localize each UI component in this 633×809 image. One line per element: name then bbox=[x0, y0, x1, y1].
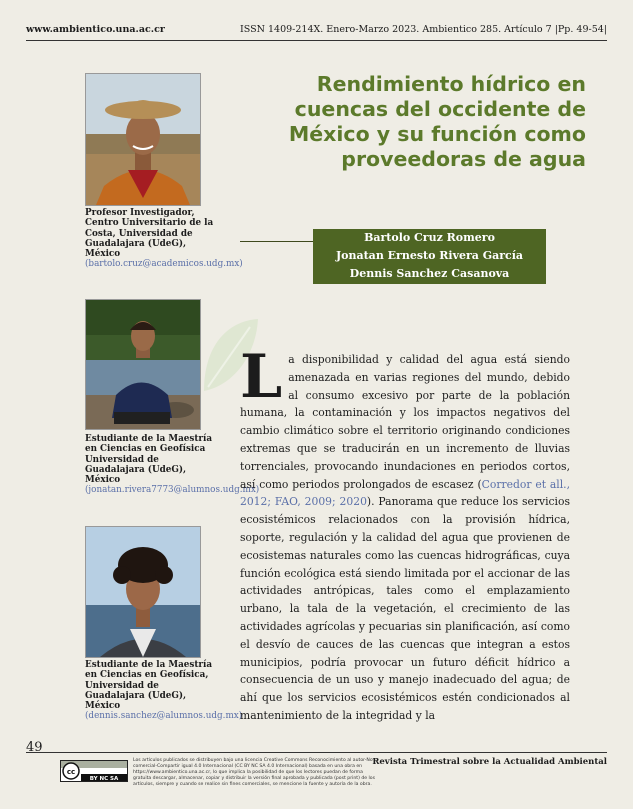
bio-text: Profesor Investigador, Centro Universitario de la Costa, Universidad de Guadalajara (UdeG), México bbox=[85, 208, 214, 260]
author-photo-1 bbox=[85, 73, 201, 206]
author-email-link[interactable]: (dennis.sanchez@alumnos.udg.mx) bbox=[85, 711, 243, 722]
journal-name: Revista Trimestral sobre la Actualidad Ambiental bbox=[372, 757, 607, 767]
author-bio-1 bbox=[85, 208, 243, 270]
author-bio-2 bbox=[85, 434, 260, 496]
header-site-url[interactable]: www.ambientico.una.ac.cr bbox=[26, 24, 165, 35]
footer-divider bbox=[26, 752, 607, 753]
license-text: Los artículos publicados se distribuyen bajo una licencia Creative Commons Reconocimiento al autor-No comercial-Compartir igual 4.0 Internacional (CC BY NC SA 4.0 Internacional) basada en una obra en https://www.ambientico.una.ac.cr, lo que implica la posibilidad de que los lectores puedan de forma gratuita descargar, almacenar, copiar y distribuir la versión final aprobada y publicada (post print) de los artículos, siempre y cuando se realice sin fines comerciales, se mencione la fuente y autoría de la obra. bbox=[133, 758, 376, 787]
article-body bbox=[240, 342, 570, 725]
author-name: Bartolo Cruz Romero bbox=[364, 231, 495, 244]
author-block bbox=[240, 229, 546, 284]
author-email-link[interactable]: (bartolo.cruz@academicos.udg.mx) bbox=[85, 259, 243, 270]
author-block-rule bbox=[240, 241, 313, 242]
author-photo-2 bbox=[85, 299, 201, 430]
body-text-rest: ). Panorama que reduce los servicios ecosistémicos relacionados con la provisión hídrica, soporte, regulación y la calidad del agua que provienen de ecosistemas naturales como las cuencas hidrográficas, cuya función ecológica está siendo limitada por el accionar de las actividades antrópicas, tales como el emplazamiento urbano, la tala de la vegetación, el crecimiento de las actividades agrícolas y pecuarias sin planificación, así como el desvío de cauces de las cuencas que integran a estos municipios, podría provocar un futuro déficit hídrico a consecuencia de un uso y manejo inadecuado del agua; de ahí que los servicios ecosistémicos estén condicionados al mantenimiento de la integridad y la bbox=[240, 495, 570, 722]
author-name: Dennis Sanchez Casanova bbox=[349, 267, 510, 280]
header-divider bbox=[26, 40, 607, 41]
body-text-intro: a disponibilidad y calidad del agua está siendo amenazada en varias regiones del mundo, debido al consumo excesivo por parte de la población humana, la contaminación y los impactos negativos del cambio climático sobre el territorio originando condiciones extremas que se traducirán en un incremento de lluvias torrenciales, provocando inundaciones en periodos cortos, así como periodos prolongados de escasez ( bbox=[240, 353, 570, 491]
author-box bbox=[313, 229, 546, 284]
cc-license-icon[interactable] bbox=[60, 760, 128, 782]
article-title: Rendimiento hídrico en cuencas del occidente de México y su función como proveedoras de agua bbox=[288, 72, 586, 171]
author-bio-3 bbox=[85, 660, 243, 722]
bio-text: Estudiante de la Maestría en Ciencias en Geofísica Universidad de Guadalajara (UdeG), México bbox=[85, 434, 213, 486]
citation-link[interactable]: Corredor et all., 2012; FAO, 2009; 2020 bbox=[240, 477, 570, 509]
cc-label: BY NC SA bbox=[89, 776, 119, 782]
header-issn: ISSN 1409-214X. Enero-Marzo 2023. Ambientico 285. Artículo 7 |Pp. 49-54| bbox=[240, 24, 607, 35]
page-number: 49 bbox=[26, 740, 43, 755]
author-name: Jonatan Ernesto Rivera García bbox=[335, 249, 524, 262]
svg-text:cc: cc bbox=[66, 768, 76, 776]
author-email-link[interactable]: (jonatan.rivera7773@alumnos.udg.mx) bbox=[85, 485, 260, 496]
author-photo-3 bbox=[85, 526, 201, 658]
drop-cap: L bbox=[240, 342, 283, 412]
bio-text: Estudiante de la Maestría en Ciencias en Geofísica, Universidad de Guadalajara (UdeG), México bbox=[85, 660, 213, 712]
